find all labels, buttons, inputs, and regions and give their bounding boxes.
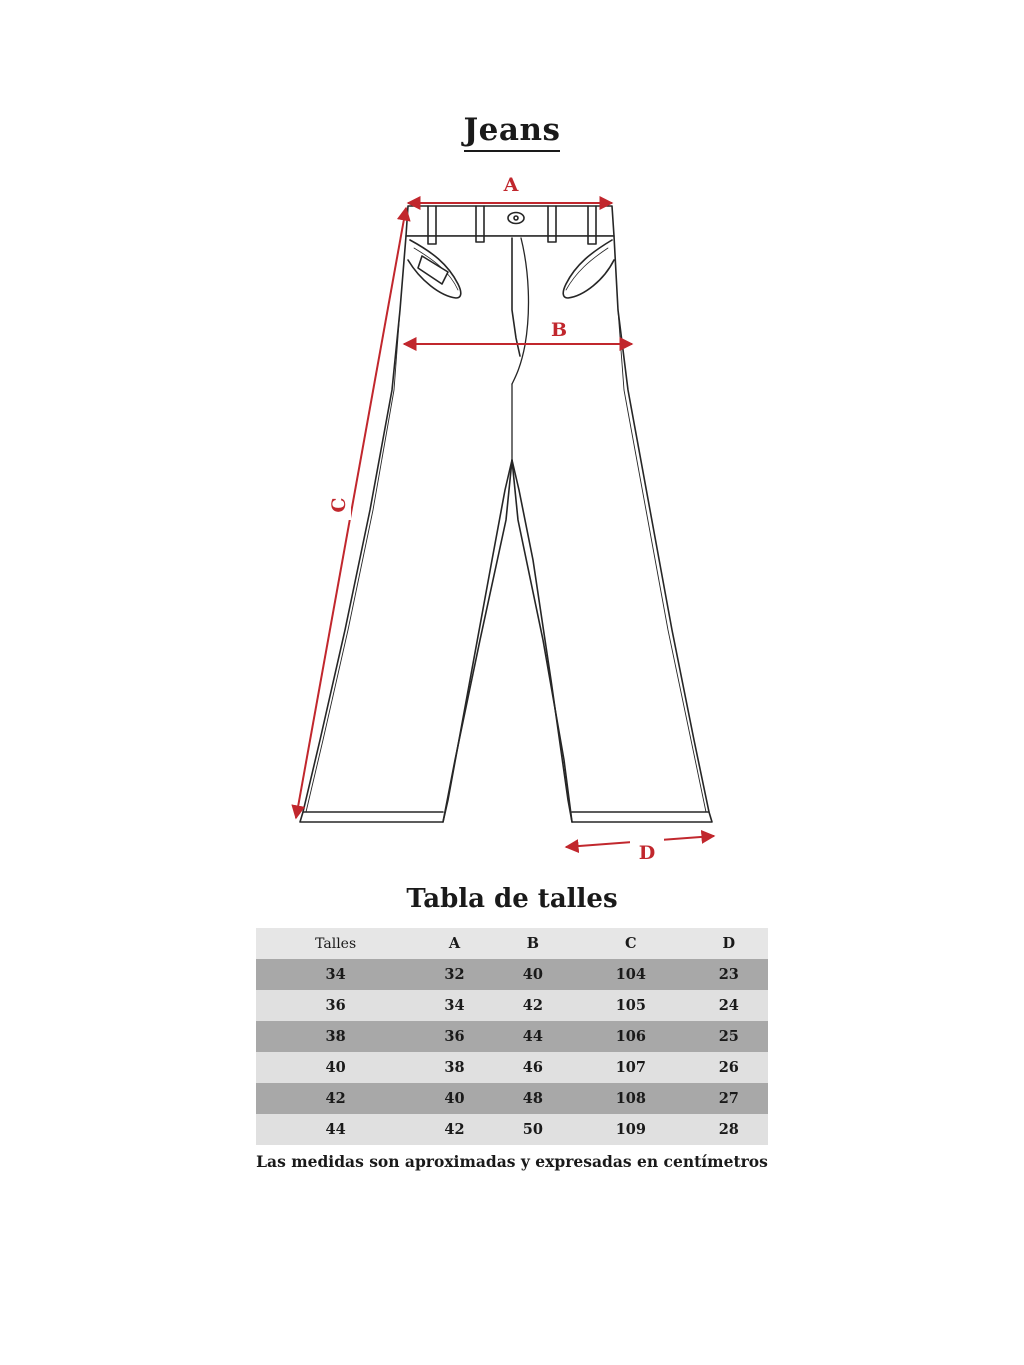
cell-c: 106 <box>615 1028 646 1045</box>
page-title-text: Jeans <box>464 112 561 152</box>
cell-a: 34 <box>444 997 465 1014</box>
cell-d: 25 <box>718 1028 739 1045</box>
table-row <box>256 1021 768 1052</box>
table-row <box>256 1083 768 1114</box>
dimension-label-c: C <box>328 497 350 513</box>
cell-c: 104 <box>615 966 646 983</box>
cell-d: 27 <box>718 1090 739 1107</box>
size-table-title <box>0 884 1024 914</box>
table-row <box>256 1114 768 1145</box>
dimension-label-d: D <box>638 842 656 864</box>
cell-d: 24 <box>718 997 739 1014</box>
cell-b: 44 <box>522 1028 543 1045</box>
cell-a: 36 <box>444 1028 465 1045</box>
measurement-note <box>0 1152 1024 1171</box>
measurement-note-text: Las medidas son aproximadas y expresadas en centímetros <box>256 1152 768 1171</box>
cell-a: 40 <box>444 1090 465 1107</box>
dimension-label-b: B <box>550 319 568 341</box>
column-header-talles: Talles <box>315 935 357 952</box>
cell-talle: 42 <box>325 1090 346 1107</box>
size-table-title-text: Tabla de talles <box>406 884 618 914</box>
cell-talle: 38 <box>325 1028 346 1045</box>
column-header-c: C <box>625 935 637 952</box>
cell-talle: 40 <box>325 1059 346 1076</box>
jeans-diagram <box>0 160 1024 880</box>
table-row <box>256 1052 768 1083</box>
cell-a: 42 <box>444 1121 465 1138</box>
cell-b: 50 <box>522 1121 543 1138</box>
size-table <box>256 928 768 1145</box>
table-header-row <box>256 928 768 959</box>
cell-b: 40 <box>522 966 543 983</box>
table-row <box>256 959 768 990</box>
column-header-b: B <box>526 935 539 952</box>
cell-talle: 36 <box>325 997 346 1014</box>
size-table-body <box>256 959 768 1145</box>
cell-talle: 34 <box>325 966 346 983</box>
size-table-head <box>256 928 768 959</box>
cell-b: 48 <box>522 1090 543 1107</box>
cell-talle: 44 <box>325 1121 346 1138</box>
cell-c: 109 <box>615 1121 646 1138</box>
cell-a: 32 <box>444 966 465 983</box>
cell-d: 23 <box>718 966 739 983</box>
cell-c: 105 <box>615 997 646 1014</box>
cell-d: 28 <box>718 1121 739 1138</box>
cell-a: 38 <box>444 1059 465 1076</box>
cell-c: 107 <box>615 1059 646 1076</box>
cell-b: 42 <box>522 997 543 1014</box>
column-header-a: A <box>448 935 461 952</box>
page-title <box>0 112 1024 148</box>
column-header-d: D <box>722 935 736 952</box>
cell-c: 108 <box>615 1090 646 1107</box>
cell-d: 26 <box>718 1059 739 1076</box>
dimension-label-a: A <box>503 174 519 196</box>
table-row <box>256 990 768 1021</box>
jeans-illustration <box>300 206 712 822</box>
cell-b: 46 <box>522 1059 543 1076</box>
